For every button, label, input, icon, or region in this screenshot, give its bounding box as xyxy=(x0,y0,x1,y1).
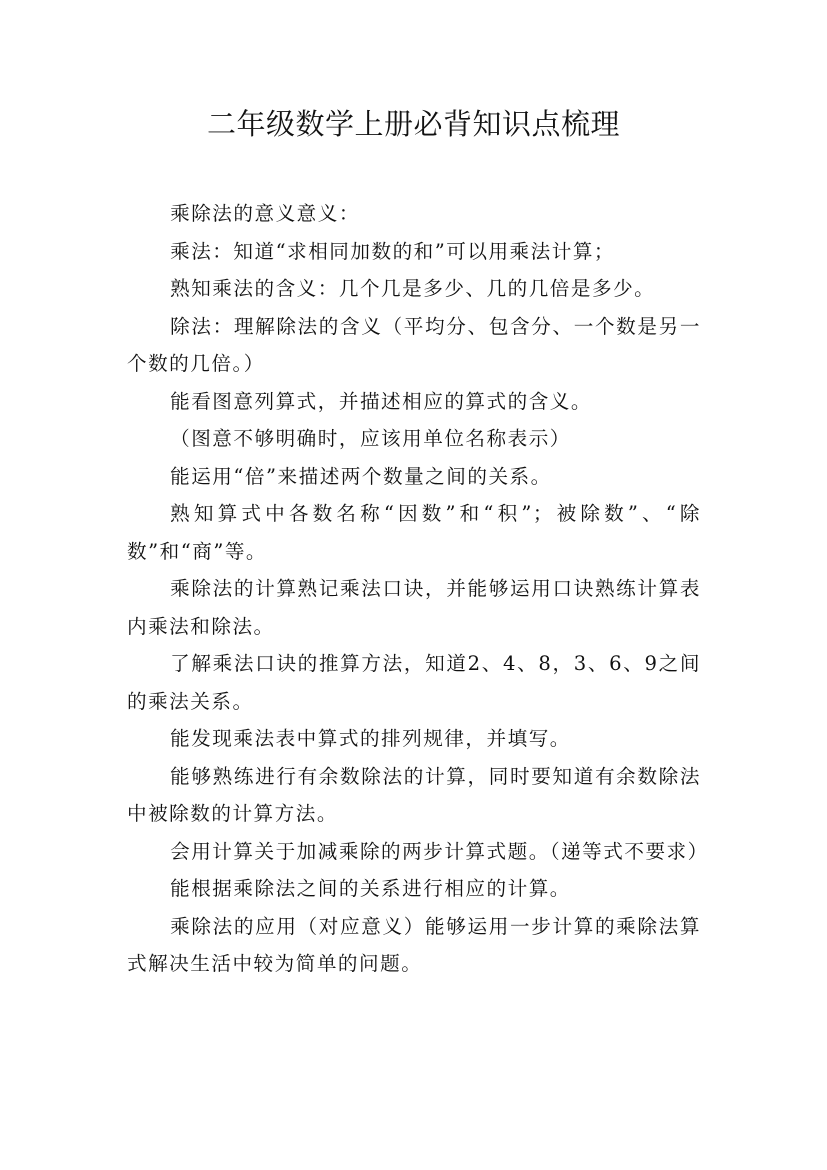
paragraph-8: 熟知算式中各数名称“因数”和“积”；被除数”、“除数”和“商”等。 xyxy=(127,502,701,563)
paragraph-1: 乘除法的意义意义： xyxy=(170,202,360,225)
paragraph-7: 能运用“倍”来描述两个数量之间的关系。 xyxy=(170,464,552,488)
paragraph-4: 除法：理解除法的含义（平均分、包含分、一个数是另一个数的几倍。） xyxy=(127,314,701,375)
paragraph-15: 乘除法的应用（对应意义）能够运用一步计算的乘除法算式解决生活中较为简单的问题。 xyxy=(127,914,701,975)
paragraph-14: 能根据乘除法之间的关系进行相应的计算。 xyxy=(170,877,571,900)
paragraph-13: 会用计算关于加减乘除的两步计算式题。（递等式不要求） xyxy=(170,839,709,863)
paragraph-11: 能发现乘法表中算式的排列规律，并填写。 xyxy=(170,727,571,750)
paragraph-3: 熟知乘法的含义：几个几是多少、几的几倍是多少。 xyxy=(170,277,656,300)
paragraph-9: 乘除法的计算熟记乘法口诀，并能够运用口诀熟练计算表内乘法和除法。 xyxy=(127,577,701,638)
paragraph-10: 了解乘法口诀的推算方法，知道2、4、8，3、6、9之间的乘法关系。 xyxy=(127,652,701,713)
page-title: 二年级数学上册必背知识点梳理 xyxy=(206,107,620,141)
paragraph-12: 能够熟练进行有余数除法的计算，同时要知道有余数除法中被除数的计算方法。 xyxy=(127,764,701,825)
paragraph-2: 乘法：知道“求相同加数的和”可以用乘法计算； xyxy=(170,239,616,263)
paragraph-6: （图意不够明确时，应该用单位名称表示） xyxy=(170,427,571,450)
paragraph-5: 能看图意列算式，并描述相应的算式的含义。 xyxy=(170,389,592,413)
document-body xyxy=(127,195,709,983)
